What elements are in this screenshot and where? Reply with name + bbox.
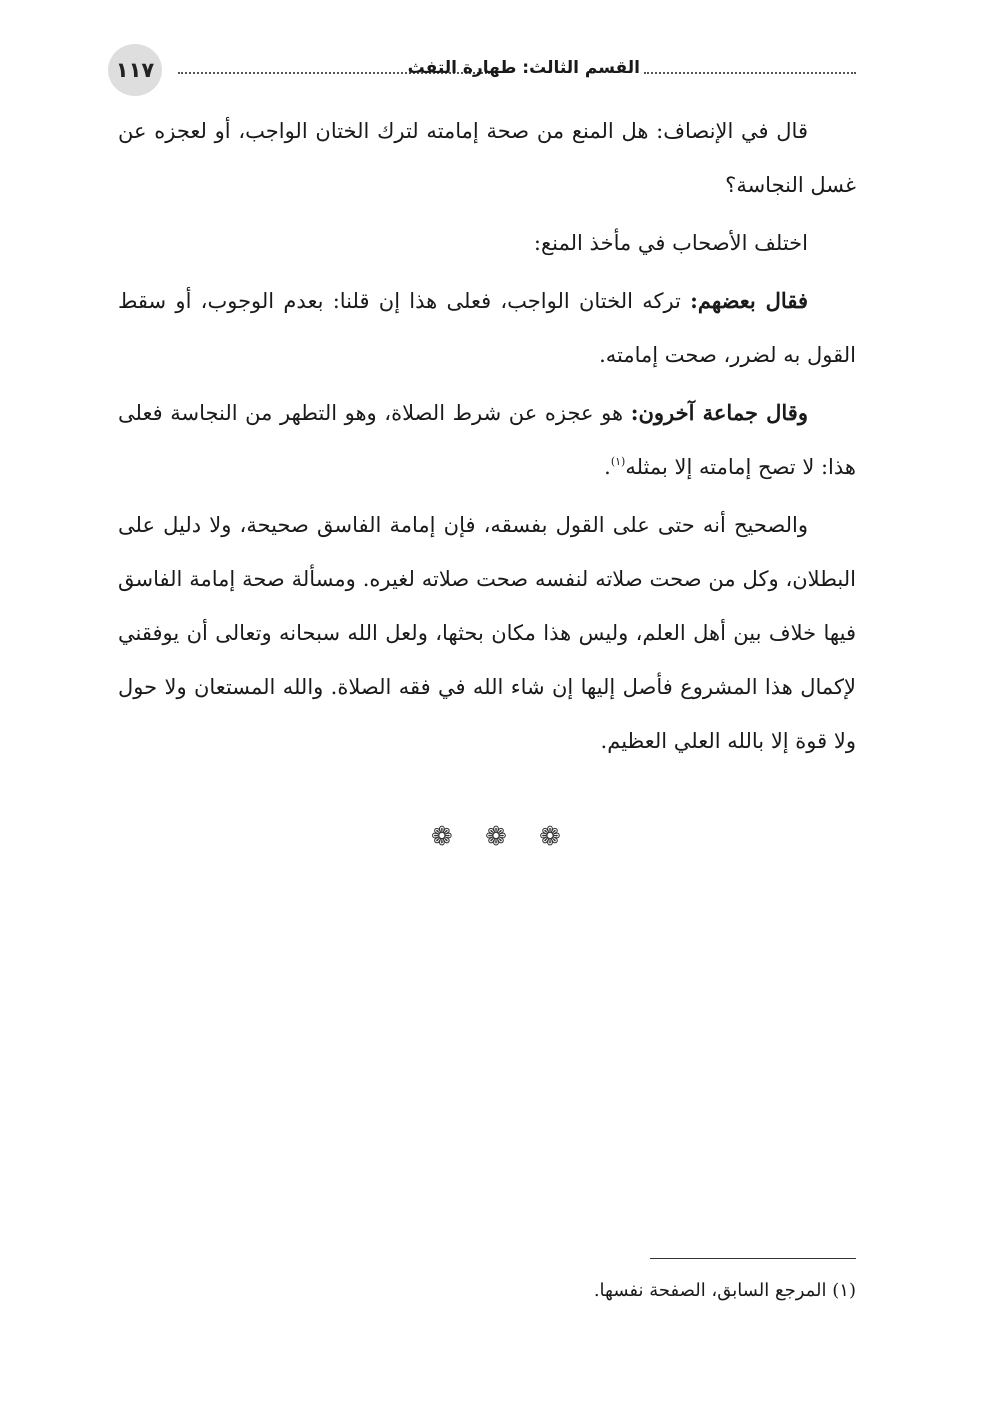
page-header bbox=[108, 44, 856, 96]
paragraph-1: قال في الإنصاف: هل المنع من صحة إمامته لترك الختان الواجب، أو لعجزه عن غسل النجاسة؟ bbox=[118, 119, 856, 197]
footnote-separator bbox=[650, 1258, 856, 1259]
paragraph-4-text: هو عجزه عن شرط الصلاة، وهو التطهر من النجاسة فعلى هذا: لا تصح إمامته إلا بمثله bbox=[118, 401, 856, 479]
paragraph-3-text: تركه الختان الواجب، فعلى هذا إن قلنا: بعدم الوجوب، أو سقط القول به لضرر، صحت إمامته. bbox=[118, 289, 856, 367]
header-dotted-leader-right bbox=[644, 72, 856, 74]
page-number: ١١٧ bbox=[108, 44, 162, 96]
paragraph-5: والصحيح أنه حتى على القول بفسقه، فإن إمامة الفاسق صحيحة، ولا دليل على البطلان، وكل من صحت صلاته لنفسه صحت صلاته لغيره. ومسألة صحة إمامة الفاسق فيها خلاف بين أهل العلم، وليس هذا مكان بحثها، ولعل الله سبحانه وتعالى أن يوفقني لإكمال هذا المشروع فأصل إليها إن شاء الله في فقه الصلاة. والله المستعان ولا حول ولا قوة إلا بالله العلي العظيم. bbox=[118, 513, 856, 753]
paragraph-4 bbox=[118, 386, 856, 494]
paragraph-2: اختلف الأصحاب في مأخذ المنع: bbox=[533, 231, 808, 255]
paragraph-4-label: وقال جماعة آخرون: bbox=[630, 400, 808, 425]
footnote-reference[interactable]: (١) bbox=[610, 455, 626, 468]
paragraph-3 bbox=[118, 274, 856, 382]
footnote-marker: (١) bbox=[832, 1280, 856, 1301]
footnote bbox=[300, 1276, 856, 1306]
paragraph-4-end: . bbox=[604, 455, 611, 479]
footnote-text: المرجع السابق، الصفحة نفسها. bbox=[593, 1280, 827, 1301]
running-title: القسم الثالث: طهارة التفث bbox=[407, 58, 640, 78]
main-text bbox=[118, 104, 856, 772]
section-ornaments: ❁ ❁ ❁ bbox=[431, 822, 573, 852]
paragraph-3-label: فقال بعضهم: bbox=[690, 288, 808, 313]
